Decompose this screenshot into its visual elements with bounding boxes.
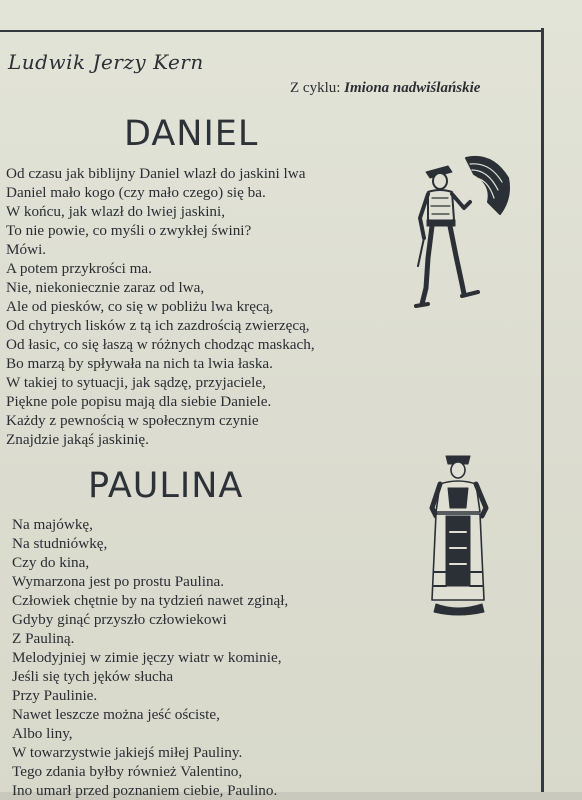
cycle-caption <box>290 80 480 97</box>
poem-line: Każdy z pewnością w społecznym czynie <box>6 412 259 429</box>
cycle-prefix: Z cyklu: <box>290 80 341 96</box>
frame-right-rule <box>541 28 544 800</box>
poem-line: Mówi. <box>6 241 47 258</box>
author-name: Ludwik Jerzy Kern <box>8 50 204 74</box>
frame-top-rule <box>0 30 543 32</box>
poem-line: Daniel mało kogo (czy mało czego) się ba. <box>6 184 266 201</box>
poem-line: A potem przykrości ma. <box>6 260 152 277</box>
poem-line: Tego zdania byłby również Valentino, <box>12 763 243 780</box>
poem-line: Człowiek chętnie by na tydzień nawet zginął, <box>12 592 289 609</box>
poem-line: Znajdzie jakąś jaskinię. <box>6 431 149 448</box>
poem-line: Gdyby ginąć przyszło człowiekowi <box>12 611 227 628</box>
poem-line: Przy Paulinie. <box>12 687 98 704</box>
poem-line: Na majówkę, <box>12 516 93 533</box>
poem-line: W końcu, jak wlazł do lwiej jaskini, <box>6 203 226 220</box>
poem-line: Bo marzą by spływała na nich ta lwia łaska. <box>6 355 273 372</box>
poem-line: Nawet leszcze można jeść ościste, <box>12 706 220 723</box>
poem-line: Melodyjniej w zimie jęczy wiatr w kominie, <box>12 649 282 666</box>
poem-line: Z Pauliną. <box>12 630 75 647</box>
poem-line: Ale od piesków, co się w pobliżu lwa kręcą, <box>6 298 274 315</box>
poem-line: Na studniówkę, <box>12 535 108 552</box>
poem-line: To nie powie, co myśli o zwykłej świni? <box>6 222 252 239</box>
poem-daniel-body <box>6 164 315 449</box>
poem-line: Od łasic, co się łaszą w różnych chodząc maskach, <box>6 336 315 353</box>
poem-line: Od czasu jak biblijny Daniel wlazł do jaskini lwa <box>6 165 306 182</box>
poem-paulina-body <box>12 515 288 800</box>
poem-line: Czy do kina, <box>12 554 90 571</box>
poem-line: Nie, niekoniecznie zaraz od lwa, <box>6 279 205 296</box>
poem-line: Ino umarł przed poznaniem ciebie, Paulino. <box>12 782 278 799</box>
poem-title-daniel: DANIEL <box>124 114 259 154</box>
poem-line: W takiej to sytuacji, jak sądzę, przyjaciele, <box>6 374 266 391</box>
cycle-title: Imiona nadwiślańskie <box>344 80 481 96</box>
warrior-with-shield-icon <box>412 148 514 318</box>
poem-title-paulina: PAULINA <box>88 466 244 506</box>
poem-line: Jeśli się tych jęków słucha <box>12 668 174 685</box>
poem-line: Albo liny, <box>12 725 73 742</box>
poem-line: Piękne pole popisu mają dla siebie Daniele. <box>6 393 272 410</box>
poem-line: Od chytrych lisków z tą ich zazdrością zwierzęcą, <box>6 317 310 334</box>
poem-line: W towarzystwie jakiejś miłej Pauliny. <box>12 744 243 761</box>
poem-line: Wymarzona jest po prostu Paulina. <box>12 573 225 590</box>
woman-in-folk-dress-icon <box>424 452 494 618</box>
